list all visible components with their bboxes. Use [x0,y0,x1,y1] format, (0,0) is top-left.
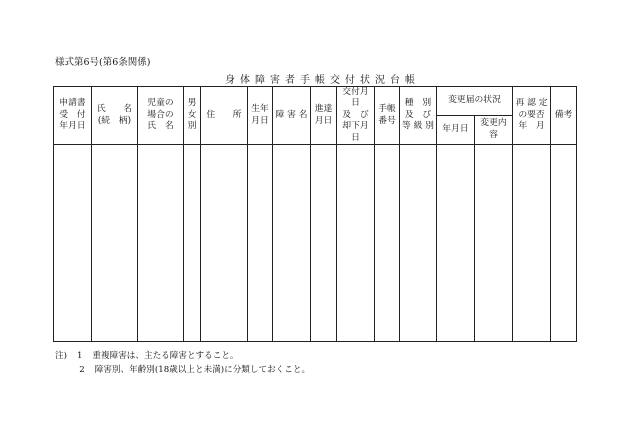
header-disability-name: 障 害 名 [273,87,311,145]
cell-handbook-number[interactable] [375,145,400,342]
cell-grade[interactable] [400,145,437,342]
header-handbook-number: 手帳 番号 [375,87,400,145]
ledger-table [53,86,577,342]
note-1-number: 1 [76,351,83,361]
header-birthdate: 生年 月日 [248,87,273,145]
cell-disability-name[interactable] [273,145,311,342]
header-name: 氏 名 (続 柄) [92,87,138,145]
header-sex: 男 女別 [184,87,201,145]
note-2-text: 障害別、年齢別(18歳以上と未満)に分類しておくこと。 [94,365,311,375]
header-grade: 種 別 及 び 等 級 別 [400,87,437,145]
cell-apply[interactable] [54,145,92,342]
note-label: 注) [55,351,67,361]
cell-change-date[interactable] [437,145,475,342]
header-apply: 申請書 受 付 年月日 [54,87,92,145]
header-change-content: 変更内容 [475,115,513,145]
cell-issue-date[interactable] [337,145,375,342]
cell-sex[interactable] [184,145,201,342]
header-recertification: 再 認 定 の要否 年 月 [513,87,551,145]
cell-name[interactable] [92,145,138,342]
note-1-text: 重複障害は、主たる障害とすること。 [92,351,239,361]
cell-change-content[interactable] [475,145,513,342]
header-change-date: 年月日 [437,115,475,145]
note-2-number: 2 [79,365,85,375]
form-number: 様式第6号(第6条関係) [55,57,151,68]
cell-recertification[interactable] [513,145,551,342]
note-1 [55,349,239,361]
header-child-name: 児童の 場合の 氏 名 [138,87,184,145]
cell-child-name[interactable] [138,145,184,342]
header-report-date: 進達 月日 [311,87,337,145]
page-title: 身体障害者手帳交付状況台帳 [225,75,420,86]
cell-birthdate[interactable] [248,145,273,342]
cell-remarks[interactable] [551,145,577,342]
cell-address[interactable] [201,145,248,342]
note-2 [72,363,310,375]
header-address: 住 所 [201,87,248,145]
header-remarks: 備考 [551,87,577,145]
cell-report-date[interactable] [311,145,337,342]
header-change-status: 変更届の状況 [437,87,513,116]
header-issue-date: 交付月日 及 び 却下月日 [337,87,375,145]
